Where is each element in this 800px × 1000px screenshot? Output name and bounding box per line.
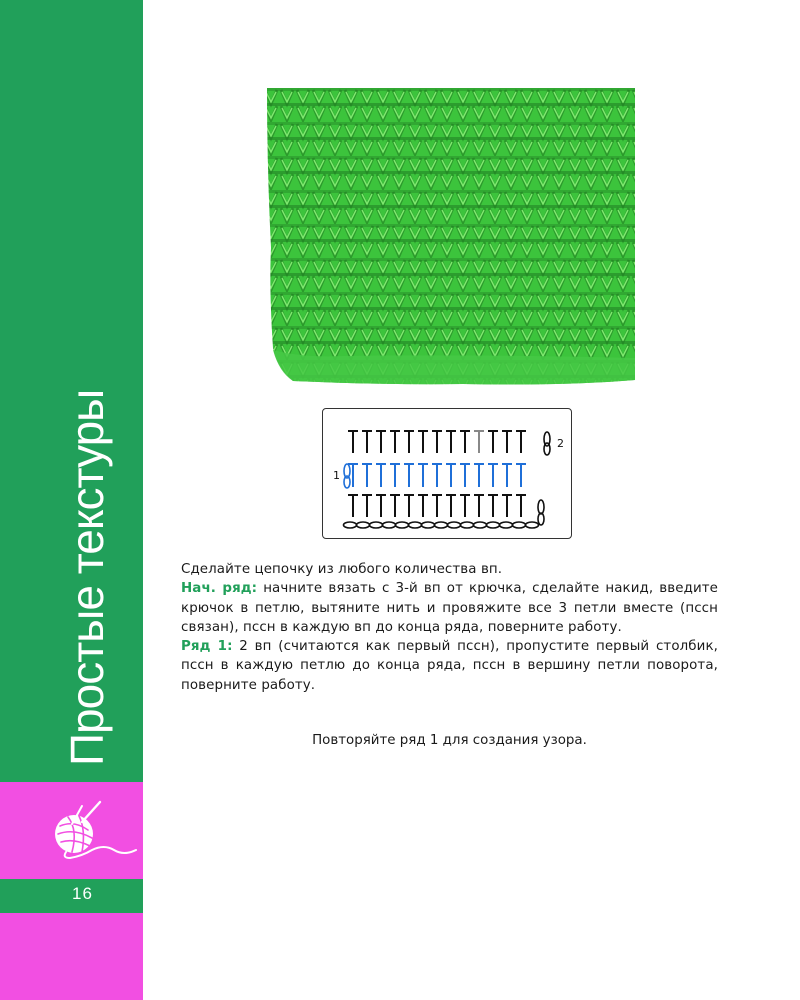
repeat-instruction: Повторяйте ряд 1 для создания узора. (312, 733, 587, 748)
foundation-chain-stitch (357, 522, 370, 528)
foundation-chain-stitch (487, 522, 500, 528)
foundation-chain-stitch (383, 522, 396, 528)
chart-symbols (323, 409, 571, 538)
sidebar-bottom-band (0, 913, 143, 1000)
foundation-chain-stitch (422, 522, 435, 528)
row-1-text: 2 вп (считаются как первый пссн), пропустите первый столбик, пссн в каждую петлю до конца ряда, пссн в вершину петли поворота, поверните работу. (181, 639, 718, 693)
section-title: Простые текстуры (61, 389, 113, 766)
foundation-chain-stitch (435, 522, 448, 528)
row-1 (181, 637, 718, 695)
intro-text: Сделайте цепочку из любого количества вп. (181, 562, 503, 577)
row-1-label: Ряд 1: (181, 639, 233, 655)
foundation-chain-stitch (500, 522, 513, 528)
foundation-chain-stitch (370, 522, 383, 528)
pattern-instructions (181, 560, 718, 695)
foundation-chain-stitch (448, 522, 461, 528)
chart-row-label-1: 1 (333, 469, 340, 482)
foundation-row-label: Нач. ряд: (181, 581, 258, 597)
foundation-row-text: начните вязать с 3-й вп от крючка, сделайте накид, введите крючок в петлю, вытяните нить и провяжите все 3 петли вместе (пссн связан), пссн в каждую вп до конца ряда, поверните работу. (181, 581, 718, 635)
crochet-chart (322, 408, 572, 539)
foundation-chain-stitch (474, 522, 487, 528)
foundation-row (181, 579, 718, 637)
foundation-chain-stitch (461, 522, 474, 528)
foundation-chain-stitch (409, 522, 422, 528)
page-number: 16 (72, 884, 93, 903)
foundation-chain-stitch (513, 522, 526, 528)
yarn-ball-icon (52, 800, 138, 862)
turning-chain-row-2 (544, 443, 550, 455)
foundation-chain-stitch (396, 522, 409, 528)
crochet-swatch-photo (263, 88, 635, 386)
chart-row-label-2: 2 (557, 437, 564, 450)
turning-chain-foundation (538, 500, 544, 514)
foundation-chain-stitch (344, 522, 357, 528)
foundation-chain-stitch (526, 522, 539, 528)
